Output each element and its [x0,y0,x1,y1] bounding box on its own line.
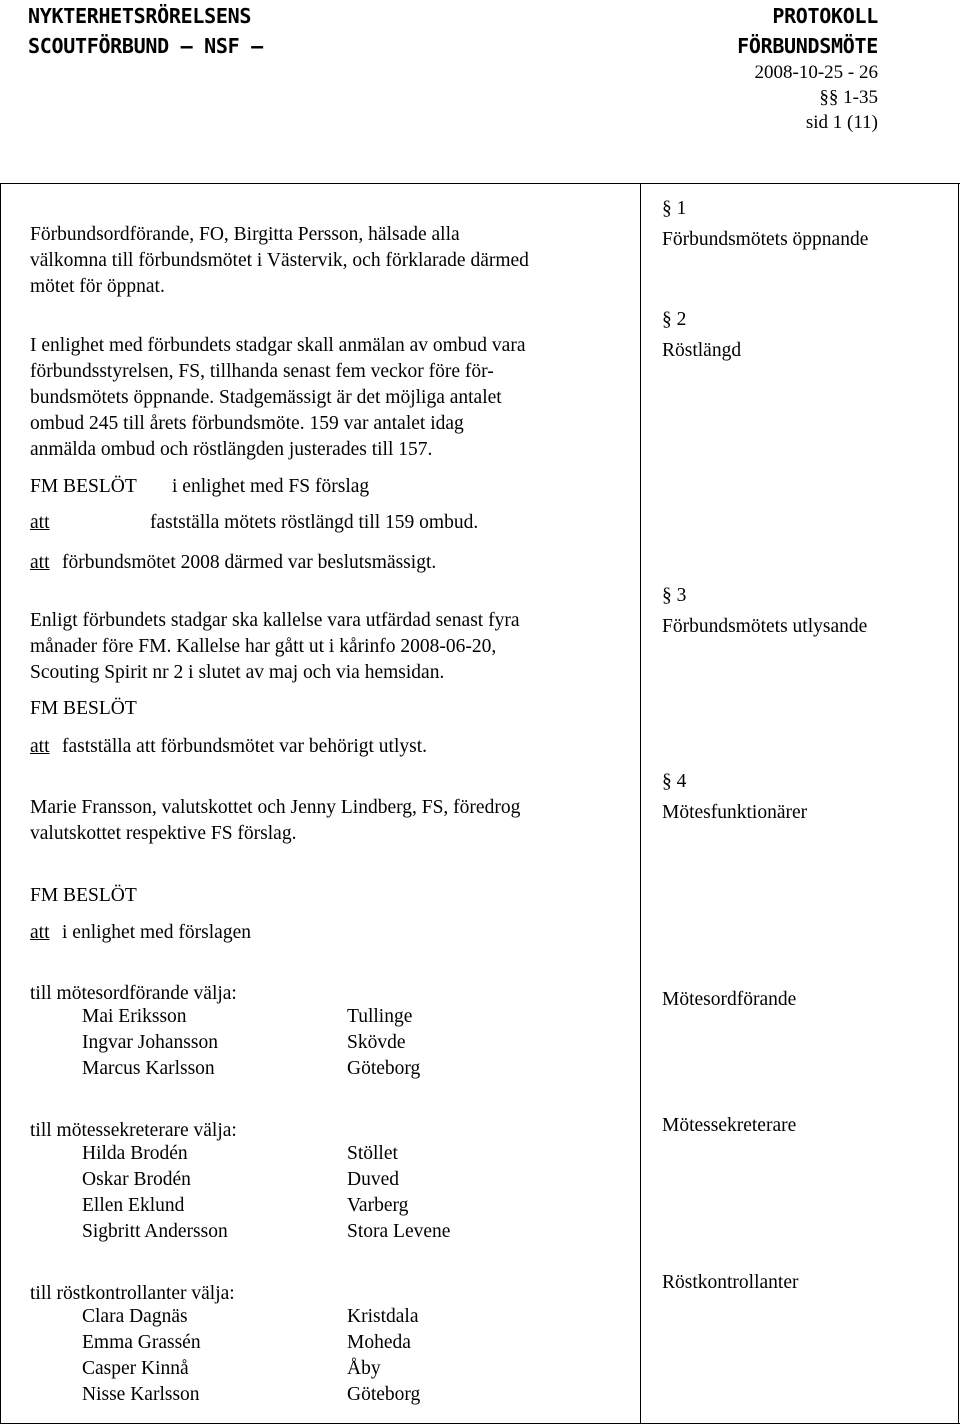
section-title: Mötesfunktionärer [662,802,808,823]
paragraph-nominations [30,795,620,847]
person-name: Hilda Brodén [82,1143,188,1164]
section-4 [662,766,807,828]
att-marker: att [30,736,50,757]
person-name: Ellen Eklund [82,1195,185,1216]
org-name-line1: NYKTERHETSRÖRELSENS [28,4,252,28]
table-top-border [0,183,960,184]
text-line: valutskottet respektive FS förslag. [30,823,297,844]
section-title: Förbundsmötets öppnande [662,229,869,250]
person-name: Oskar Brodén [82,1169,191,1190]
table-right-border [958,183,959,1424]
meeting-dates: 2008-10-25 - 26 [754,62,878,83]
text-line: Förbundsordförande, FO, Birgitta Persson, hälsade alla [30,224,460,245]
meeting-title: FÖRBUNDSMÖTE [737,34,878,58]
person-place: Tullinge [347,1006,413,1027]
section-2 [662,304,741,366]
text-line: ombud 245 till årets förbundsmöte. 159 var antalet idag [30,413,464,434]
person-place: Göteborg [347,1058,421,1079]
election-heading: till mötessekreterare välja: [30,1120,237,1141]
paragraph-opening [30,222,620,300]
page-number: sid 1 (11) [805,112,878,133]
section-3 [662,580,867,642]
paragraph-notice [30,608,620,686]
person-name: Mai Eriksson [82,1006,187,1027]
election-role: Mötessekreterare [662,1115,797,1136]
election-heading: till mötesordförande välja: [30,983,237,1004]
election-role: Röstkontrollanter [662,1272,799,1293]
att-text: fastställa att förbundsmötet var behörigt utlyst. [62,736,428,757]
document-type: PROTOKOLL [772,4,878,28]
person-place: Moheda [347,1332,411,1353]
att-marker: att [30,512,50,533]
person-name: Emma Grassén [82,1332,201,1353]
decision-heading: FM BESLÖT [30,885,137,906]
text-line: bundsmötets öppnande. Stadgemässigt är det möjliga antalet [30,387,502,408]
att-marker: att [30,922,50,943]
text-line: Enligt förbundets stadgar ska kallelse vara utfärdad senast fyra [30,610,520,631]
person-place: Göteborg [347,1384,421,1405]
section-number: § 2 [662,309,687,330]
person-name: Marcus Karlsson [82,1058,215,1079]
att-marker: att [30,552,50,573]
att-text: fastställa mötets röstlängd till 159 ombud. [150,512,479,533]
text-line: månader före FM. Kallelse har gått ut i kårinfo 2008-06-20, [30,636,497,657]
person-name: Ingvar Johansson [82,1032,218,1053]
decision-heading: FM BESLÖT [30,698,137,719]
person-name: Sigbritt Andersson [82,1221,228,1242]
section-title: Röstlängd [662,340,742,361]
text-line: anmälda ombud och röstlängden justerades till 157. [30,439,433,460]
paragraph-roll-call [30,333,620,463]
att-text: förbundsmötet 2008 därmed var beslutsmässigt. [62,552,437,573]
person-name: Clara Dagnäs [82,1306,188,1327]
person-place: Kristdala [347,1306,419,1327]
section-number: § 4 [662,771,687,792]
election-role: Mötesordförande [662,989,797,1010]
person-place: Varberg [347,1195,409,1216]
person-place: Duved [347,1169,399,1190]
text-line: mötet för öppnat. [30,276,165,297]
text-line: Marie Fransson, valutskottet och Jenny Lindberg, FS, föredrog [30,797,521,818]
text-line: förbundsstyrelsen, FS, tillhanda senast fem veckor före för- [30,361,494,382]
person-place: Skövde [347,1032,406,1053]
att-text: i enlighet med förslagen [62,922,251,943]
election-heading: till röstkontrollanter välja: [30,1283,235,1304]
section-1 [662,193,868,255]
text-line: välkomna till förbundsmötet i Västervik, och förklarade därmed [30,250,529,271]
section-number: § 3 [662,585,687,606]
paragraph-range: §§ 1-35 [819,87,878,108]
table-left-border [0,183,1,1424]
person-name: Nisse Karlsson [82,1384,200,1405]
column-divider [640,183,641,1424]
decision-text: i enlighet med FS förslag [172,476,370,497]
decision-heading: FM BESLÖT [30,476,137,497]
section-title: Förbundsmötets utlysande [662,616,868,637]
person-place: Stora Levene [347,1221,451,1242]
person-place: Stöllet [347,1143,398,1164]
person-name: Casper Kinnå [82,1358,189,1379]
section-number: § 1 [662,198,687,219]
text-line: I enlighet med förbundets stadgar skall anmälan av ombud vara [30,335,526,356]
text-line: Scouting Spirit nr 2 i slutet av maj och via hemsidan. [30,662,445,683]
person-place: Åby [347,1358,381,1379]
org-name-line2: SCOUTFÖRBUND – NSF – [28,34,263,58]
